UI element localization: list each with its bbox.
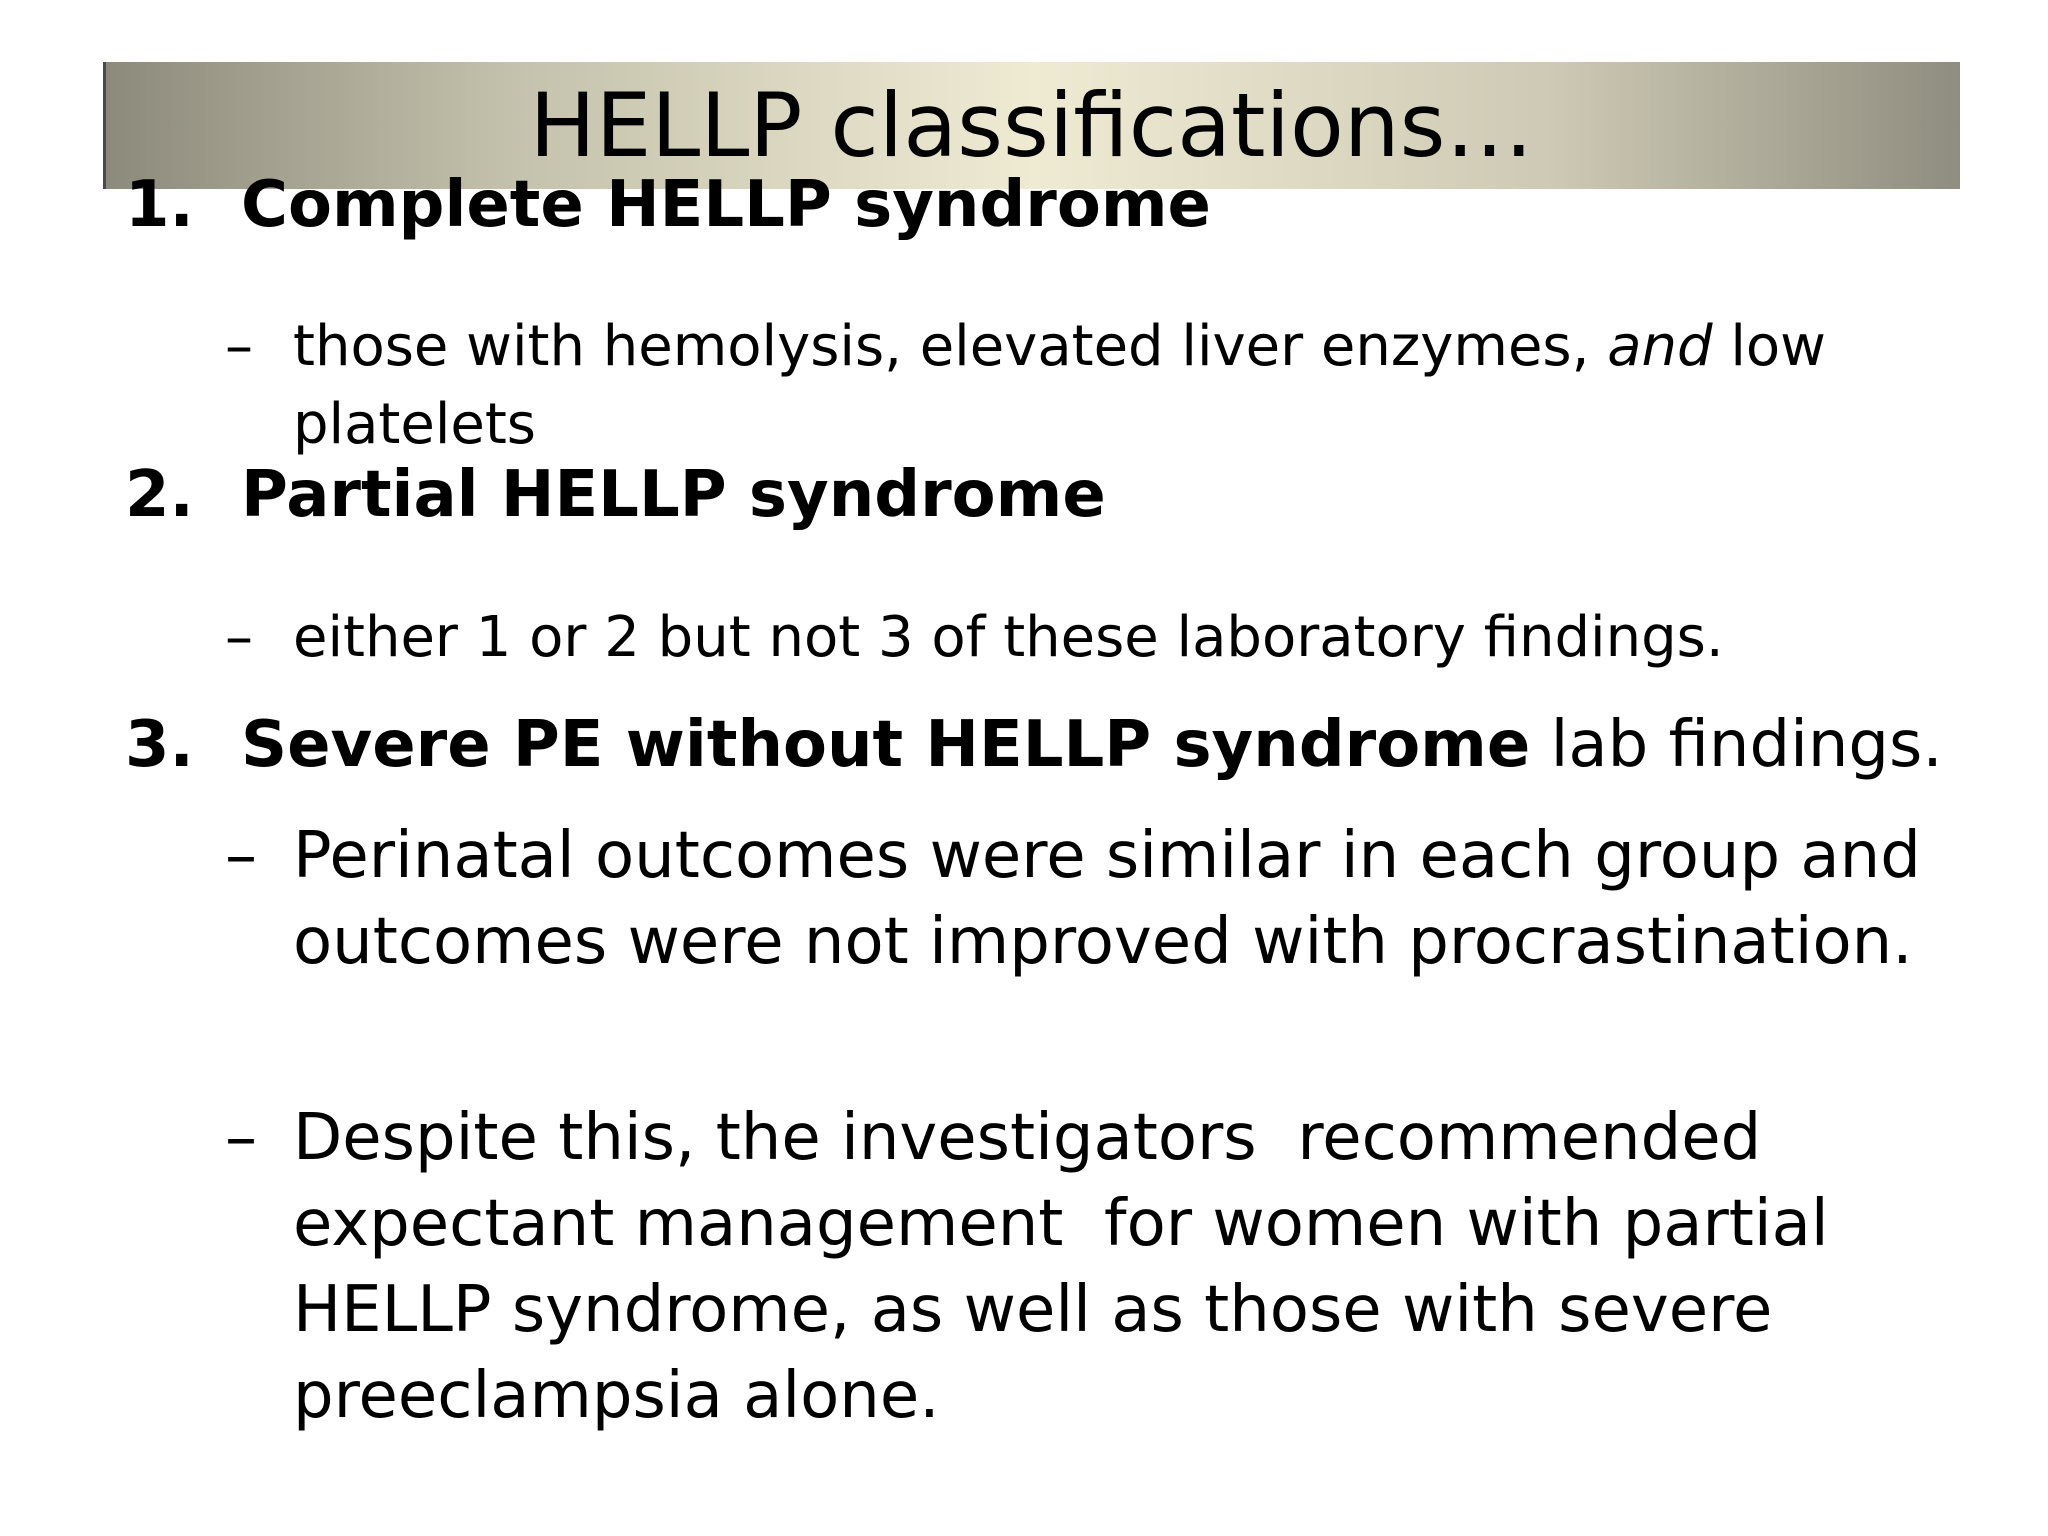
item-heading: Complete HELLP syndrome: [241, 168, 1211, 242]
slide-title: HELLP classifications…: [529, 74, 1534, 177]
item-number: 1.: [125, 168, 194, 242]
subpoint-perinatal-outcomes: [225, 813, 1945, 985]
subpoint-text: either 1 or 2 but not 3 of these laboratory findings.: [293, 605, 1724, 670]
subpoint-partial-definition: [225, 599, 1945, 677]
item-heading: Partial HELLP syndrome: [241, 458, 1106, 532]
subpoint-complete-definition: [225, 308, 1945, 464]
item-number: 2.: [125, 458, 194, 532]
item-heading: Severe PE without HELLP syndrome lab findings.: [241, 708, 1943, 782]
item-number: 3.: [125, 708, 194, 782]
subpoint-text: Perinatal outcomes were similar in each group and outcomes were not improved with procrastination.: [293, 819, 1921, 979]
subpoint-recommendation: [225, 1095, 1945, 1439]
subpoint-text: Despite this, the investigators recommended expectant management for women with partial HELLP syndrome, as well as those with severe preeclampsia alone.: [293, 1101, 1849, 1433]
dash-bullet: –: [225, 605, 253, 670]
emphasis-and: and: [1607, 314, 1713, 379]
dash-bullet: –: [225, 314, 253, 379]
dash-bullet: –: [225, 819, 257, 893]
subpoint-text: those with hemolysis, elevated liver enzymes, and low platelets: [293, 314, 1826, 457]
dash-bullet: –: [225, 1101, 257, 1175]
